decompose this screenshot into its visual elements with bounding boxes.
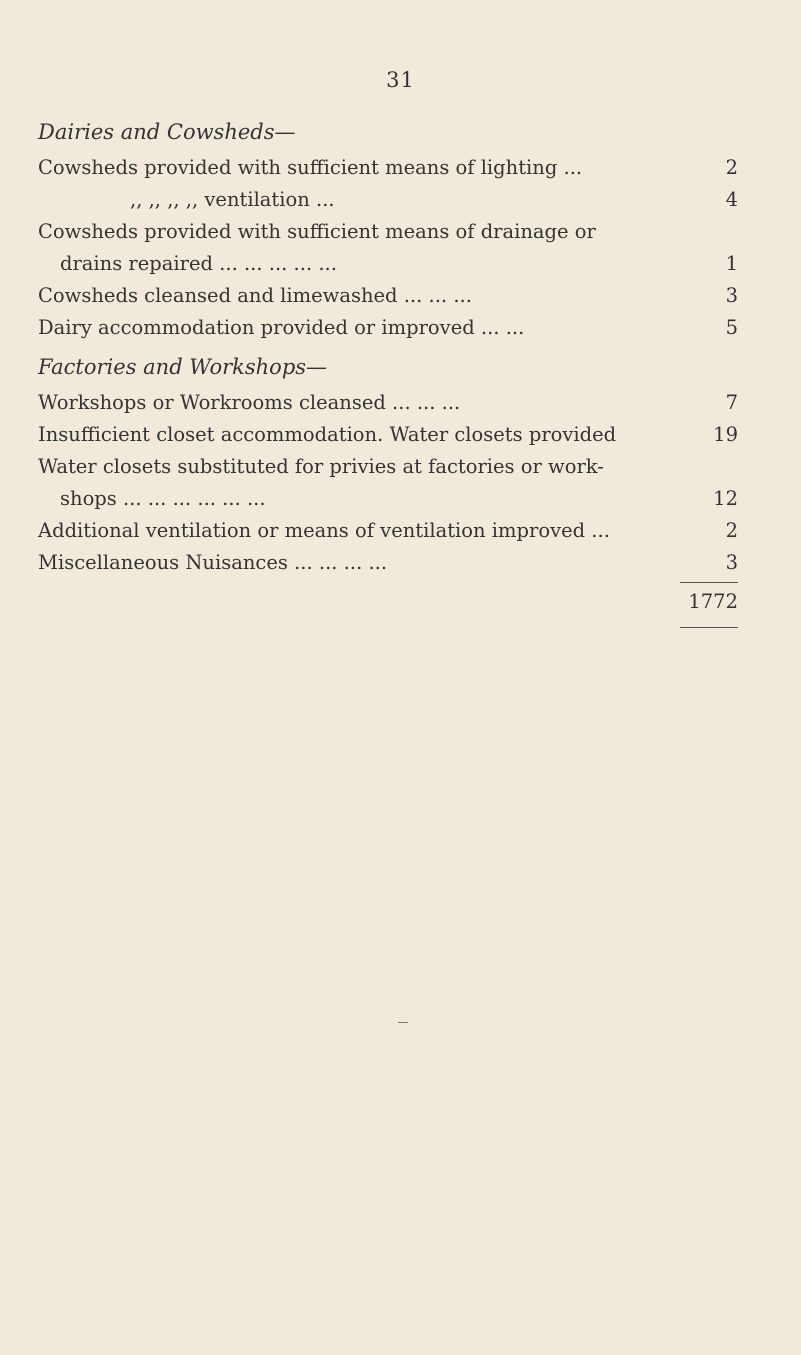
printer-mark — [398, 1022, 408, 1023]
item-label: Insufficient closet accommodation. Water closets provided — [38, 423, 617, 446]
item-label: Cowsheds provided with sufficient means of drainage or — [38, 220, 596, 243]
item-label: Dairy accommodation provided or improved ... ... — [38, 316, 525, 339]
item-label: Cowsheds cleansed and limewashed ... ... ... — [38, 284, 472, 307]
list-item — [38, 451, 738, 483]
list-item — [38, 152, 738, 184]
section-heading: Factories and Workshops— — [38, 355, 328, 379]
list-item — [38, 248, 738, 280]
item-label: Miscellaneous Nuisances ... ... ... ... — [38, 551, 388, 574]
list-item — [38, 280, 738, 312]
section-dairies-cowsheds — [38, 112, 738, 344]
list-item — [38, 547, 738, 579]
list-item — [38, 419, 738, 451]
item-label: Additional ventilation or means of ventilation improved ... — [38, 519, 610, 542]
item-value: 3 — [725, 284, 738, 307]
item-value: 12 — [713, 487, 738, 510]
item-value: 2 — [725, 519, 738, 542]
list-item — [38, 184, 738, 216]
item-value: 19 — [713, 423, 738, 446]
total-rule-top — [680, 582, 738, 583]
item-value: 5 — [725, 316, 738, 339]
item-value: 1 — [725, 252, 738, 275]
item-value: 2 — [725, 156, 738, 179]
page-number: 31 — [386, 68, 415, 92]
item-value: 4 — [725, 188, 738, 211]
total-value: 1772 — [688, 590, 738, 613]
item-value: 7 — [725, 391, 738, 414]
item-label: Water closets substituted for privies at factories or work- — [38, 455, 604, 478]
item-label: Workshops or Workrooms cleansed ... ... ... — [38, 391, 461, 414]
list-item — [38, 312, 738, 344]
section-heading: Dairies and Cowsheds— — [38, 120, 296, 144]
list-item — [38, 515, 738, 547]
list-item — [38, 216, 738, 248]
item-value: 3 — [725, 551, 738, 574]
total-rule-bottom — [680, 627, 738, 628]
item-label: shops ... ... ... ... ... ... — [60, 487, 266, 510]
section-factories-workshops — [38, 347, 738, 579]
item-label: drains repaired ... ... ... ... ... — [60, 252, 337, 275]
item-label: ,, ,, ,, ,, ventilation ... — [130, 188, 335, 211]
item-label: Cowsheds provided with sufficient means of lighting ... — [38, 156, 583, 179]
list-item — [38, 387, 738, 419]
list-item — [38, 483, 738, 515]
